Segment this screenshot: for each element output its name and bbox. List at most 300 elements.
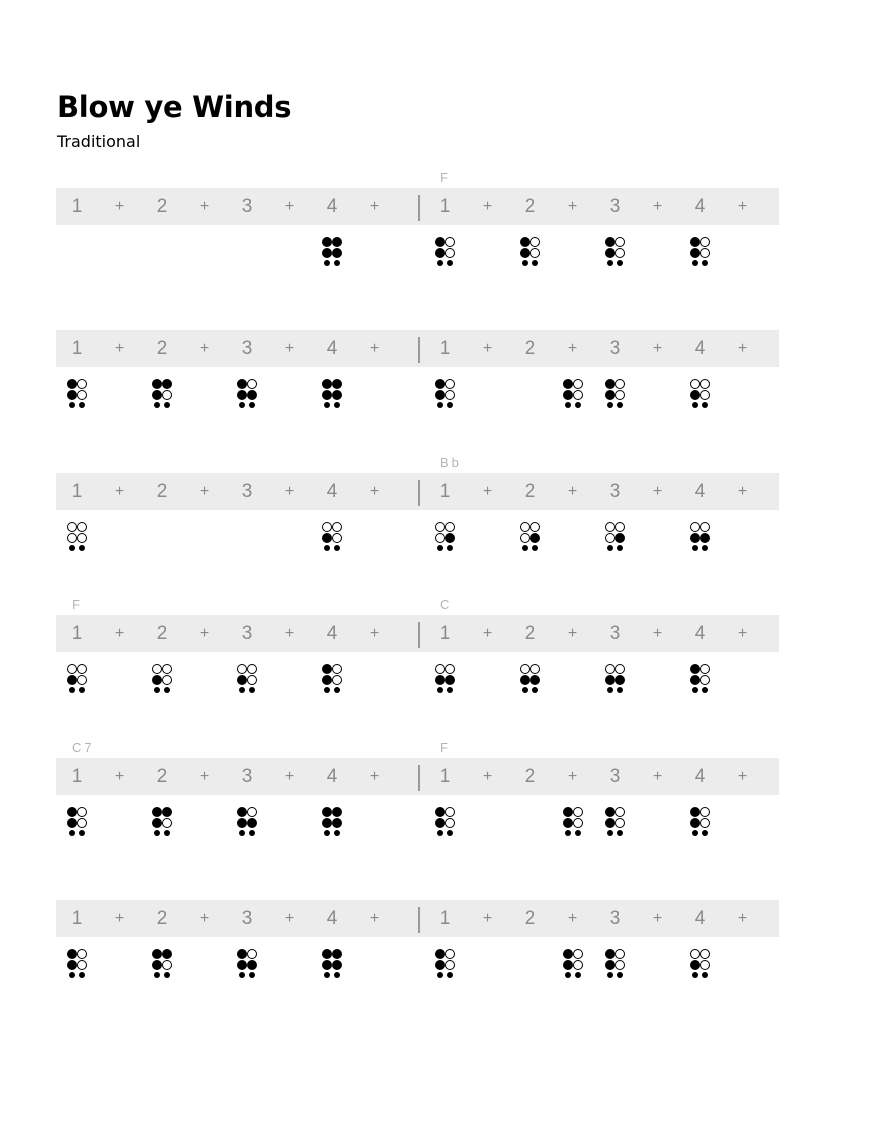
hole-closed xyxy=(690,675,700,685)
foot-hole xyxy=(607,545,613,551)
hole-closed xyxy=(332,390,342,400)
hole-diagram xyxy=(235,948,259,979)
hole-open xyxy=(605,664,615,674)
hole-open xyxy=(247,807,257,817)
hole-open xyxy=(152,664,162,674)
hole-closed xyxy=(445,675,455,685)
foot-hole xyxy=(334,545,340,551)
foot-hole xyxy=(437,972,443,978)
beat-label: + xyxy=(652,198,663,215)
beat-label: + xyxy=(567,767,578,785)
beat-label: 1 xyxy=(71,908,83,929)
hole-open xyxy=(573,818,583,828)
beat-label: + xyxy=(284,340,295,358)
beat-label: 3 xyxy=(609,765,621,787)
foot-hole xyxy=(249,972,255,978)
hole-closed xyxy=(563,949,573,959)
hole-open xyxy=(573,807,583,817)
hole-closed xyxy=(690,237,700,247)
hole-closed xyxy=(152,675,162,685)
foot-hole xyxy=(447,972,453,978)
hole-open xyxy=(445,390,455,400)
foot-hole xyxy=(69,545,75,551)
foot-hole xyxy=(79,972,85,978)
hole-diagram xyxy=(65,521,89,552)
foot-hole xyxy=(334,972,340,978)
hole-open xyxy=(435,664,445,674)
beat-label: 3 xyxy=(241,765,253,787)
hole-open xyxy=(700,949,710,959)
hole-open xyxy=(520,522,530,532)
beat-label: + xyxy=(737,910,748,927)
beat-label: 1 xyxy=(439,908,451,929)
hole-open xyxy=(332,664,342,674)
foot-hole xyxy=(565,830,571,836)
foot-hole xyxy=(79,830,85,836)
hole-closed xyxy=(615,533,625,543)
hole-closed xyxy=(690,390,700,400)
hole-open xyxy=(530,664,540,674)
hole-open xyxy=(322,522,332,532)
foot-hole xyxy=(324,830,330,836)
foot-hole xyxy=(565,402,571,408)
beat-label: + xyxy=(114,625,125,643)
hole-diagram xyxy=(518,663,542,694)
barline xyxy=(418,622,420,648)
tab-system xyxy=(56,882,779,1002)
hole-closed xyxy=(322,390,332,400)
beat-label: 3 xyxy=(609,480,621,502)
foot-hole xyxy=(437,687,443,693)
hole-closed xyxy=(435,379,445,389)
foot-hole xyxy=(154,830,160,836)
beat-label: + xyxy=(114,910,125,927)
hole-closed xyxy=(700,533,710,543)
hole-closed xyxy=(247,960,257,970)
beat-label: + xyxy=(284,625,295,643)
foot-hole xyxy=(324,687,330,693)
beat-label: + xyxy=(482,482,493,500)
hole-closed xyxy=(605,807,615,817)
foot-hole xyxy=(324,402,330,408)
hole-diagram xyxy=(235,663,259,694)
beat-label: + xyxy=(284,198,295,215)
beat-label: 2 xyxy=(524,908,536,929)
foot-hole xyxy=(79,687,85,693)
hole-open xyxy=(700,522,710,532)
hole-open xyxy=(530,237,540,247)
hole-open xyxy=(520,664,530,674)
hole-closed xyxy=(690,664,700,674)
hole-diagram xyxy=(150,663,174,694)
hole-open xyxy=(615,248,625,258)
chord-symbol: F xyxy=(72,597,83,613)
beat-label: + xyxy=(737,340,748,358)
hole-open xyxy=(690,949,700,959)
hole-open xyxy=(67,522,77,532)
hole-open xyxy=(445,664,455,674)
foot-hole xyxy=(692,830,698,836)
hole-open xyxy=(700,960,710,970)
hole-open xyxy=(700,818,710,828)
hole-diagram xyxy=(150,948,174,979)
hole-open xyxy=(573,949,583,959)
beat-label: 3 xyxy=(609,338,621,360)
chord-symbol: F xyxy=(440,170,451,185)
beat-label: + xyxy=(567,910,578,927)
foot-hole xyxy=(334,402,340,408)
beat-label: 3 xyxy=(241,480,253,502)
foot-hole xyxy=(447,830,453,836)
beat-label: + xyxy=(482,340,493,358)
hole-closed xyxy=(152,379,162,389)
beat-label: 2 xyxy=(156,338,168,360)
foot-hole xyxy=(607,402,613,408)
barline xyxy=(418,480,420,506)
beat-label: + xyxy=(737,198,748,215)
beat-label: 1 xyxy=(71,338,83,360)
hole-diagram xyxy=(603,521,627,552)
foot-hole xyxy=(532,260,538,266)
foot-hole xyxy=(692,972,698,978)
beat-label: 1 xyxy=(439,765,451,787)
hole-diagram xyxy=(561,378,585,409)
foot-hole xyxy=(607,830,613,836)
hole-diagram xyxy=(603,948,627,979)
hole-diagram xyxy=(433,948,457,979)
hole-closed xyxy=(67,379,77,389)
hole-closed xyxy=(435,390,445,400)
hole-closed xyxy=(332,237,342,247)
foot-hole xyxy=(617,260,623,266)
hole-closed xyxy=(605,818,615,828)
beat-label: 2 xyxy=(156,765,168,787)
chord-symbol: C7 xyxy=(72,739,95,755)
hole-diagram xyxy=(561,806,585,837)
foot-hole xyxy=(617,402,623,408)
hole-diagram xyxy=(603,806,627,837)
hole-open xyxy=(605,533,615,543)
hole-closed xyxy=(605,237,615,247)
hole-closed xyxy=(435,807,445,817)
foot-hole xyxy=(692,687,698,693)
hole-open xyxy=(445,960,455,970)
hole-diagram xyxy=(320,236,344,267)
hole-diagram xyxy=(688,378,712,409)
hole-diagram xyxy=(65,806,89,837)
hole-closed xyxy=(563,960,573,970)
foot-hole xyxy=(69,402,75,408)
beat-label: 3 xyxy=(241,338,253,360)
hole-diagram xyxy=(433,236,457,267)
hole-closed xyxy=(322,807,332,817)
foot-hole xyxy=(79,402,85,408)
hole-open xyxy=(700,664,710,674)
foot-hole xyxy=(79,545,85,551)
barline xyxy=(418,337,420,363)
beat-label: + xyxy=(114,340,125,358)
hole-open xyxy=(700,237,710,247)
foot-hole xyxy=(702,972,708,978)
beat-label: + xyxy=(369,910,380,927)
hole-diagram xyxy=(433,378,457,409)
beat-label: 4 xyxy=(694,908,706,929)
hole-diagram xyxy=(235,378,259,409)
foot-hole xyxy=(239,972,245,978)
hole-closed xyxy=(615,675,625,685)
hole-closed xyxy=(152,807,162,817)
barline xyxy=(418,765,420,791)
beat-label: 4 xyxy=(326,338,338,360)
foot-hole xyxy=(334,830,340,836)
hole-open xyxy=(573,390,583,400)
hole-closed xyxy=(605,949,615,959)
hole-closed xyxy=(67,675,77,685)
hole-open xyxy=(445,248,455,258)
beat-label: + xyxy=(567,482,578,500)
hole-diagram xyxy=(688,663,712,694)
hole-open xyxy=(77,664,87,674)
hole-open xyxy=(77,379,87,389)
hole-closed xyxy=(435,675,445,685)
foot-hole xyxy=(239,402,245,408)
beat-label: + xyxy=(737,767,748,785)
hole-closed xyxy=(332,960,342,970)
beat-label: 1 xyxy=(439,623,451,645)
hole-closed xyxy=(152,949,162,959)
foot-hole xyxy=(324,972,330,978)
hole-open xyxy=(435,533,445,543)
hole-diagram xyxy=(603,236,627,267)
beat-label: 2 xyxy=(524,196,536,217)
foot-hole xyxy=(702,830,708,836)
foot-hole xyxy=(702,260,708,266)
hole-diagram xyxy=(433,663,457,694)
beat-label: 3 xyxy=(241,908,253,929)
beat-label: 4 xyxy=(326,196,338,217)
hole-open xyxy=(530,248,540,258)
hole-closed xyxy=(605,379,615,389)
foot-hole xyxy=(607,687,613,693)
beat-label: + xyxy=(482,910,493,927)
hole-open xyxy=(615,818,625,828)
hole-closed xyxy=(690,807,700,817)
hole-closed xyxy=(332,818,342,828)
beat-label: + xyxy=(482,198,493,215)
foot-hole xyxy=(69,972,75,978)
beat-label: 2 xyxy=(524,623,536,645)
hole-open xyxy=(615,379,625,389)
beat-label: 2 xyxy=(524,765,536,787)
hole-closed xyxy=(605,960,615,970)
foot-hole xyxy=(532,545,538,551)
beat-label: + xyxy=(369,340,380,358)
hole-closed xyxy=(605,248,615,258)
foot-hole xyxy=(239,830,245,836)
foot-hole xyxy=(154,972,160,978)
foot-hole xyxy=(437,545,443,551)
beat-label: 4 xyxy=(694,765,706,787)
hole-diagram xyxy=(320,378,344,409)
song-composer: Traditional xyxy=(57,132,141,151)
hole-diagram xyxy=(65,948,89,979)
chord-symbol: F xyxy=(440,739,451,755)
hole-open xyxy=(67,664,77,674)
hole-diagram xyxy=(65,663,89,694)
beat-label: + xyxy=(652,482,663,500)
beat-label: 2 xyxy=(524,338,536,360)
beat-label: 4 xyxy=(694,623,706,645)
hole-diagram xyxy=(561,948,585,979)
foot-hole xyxy=(164,402,170,408)
beat-label: + xyxy=(199,198,210,215)
hole-closed xyxy=(152,390,162,400)
hole-open xyxy=(605,522,615,532)
hole-diagram xyxy=(603,378,627,409)
hole-open xyxy=(77,390,87,400)
foot-hole xyxy=(447,402,453,408)
hole-open xyxy=(162,390,172,400)
hole-open xyxy=(690,379,700,389)
hole-open xyxy=(445,237,455,247)
beat-label: + xyxy=(199,482,210,500)
chord-symbol: C xyxy=(440,597,453,613)
hole-diagram xyxy=(688,806,712,837)
hole-closed xyxy=(322,237,332,247)
hole-open xyxy=(247,664,257,674)
hole-closed xyxy=(162,949,172,959)
beat-label: + xyxy=(652,910,663,927)
hole-closed xyxy=(162,807,172,817)
foot-hole xyxy=(692,402,698,408)
hole-diagram xyxy=(320,521,344,552)
hole-open xyxy=(67,533,77,543)
hole-open xyxy=(435,522,445,532)
barline xyxy=(418,195,420,221)
foot-hole xyxy=(575,972,581,978)
beat-label: 4 xyxy=(694,480,706,502)
foot-hole xyxy=(692,260,698,266)
beat-label: + xyxy=(114,198,125,215)
hole-closed xyxy=(563,379,573,389)
hole-diagram xyxy=(688,236,712,267)
beat-label: + xyxy=(284,482,295,500)
hole-closed xyxy=(322,960,332,970)
foot-hole xyxy=(164,972,170,978)
hole-open xyxy=(445,522,455,532)
hole-open xyxy=(615,960,625,970)
foot-hole xyxy=(69,687,75,693)
hole-open xyxy=(77,522,87,532)
beat-label: + xyxy=(284,910,295,927)
beat-label: 2 xyxy=(156,908,168,929)
beat-label: 1 xyxy=(439,338,451,360)
hole-closed xyxy=(322,664,332,674)
beat-label: + xyxy=(369,198,380,215)
foot-hole xyxy=(522,545,528,551)
foot-hole xyxy=(447,687,453,693)
hole-closed xyxy=(690,248,700,258)
hole-diagram xyxy=(518,521,542,552)
beat-label: 1 xyxy=(439,480,451,502)
foot-hole xyxy=(522,260,528,266)
hole-open xyxy=(445,379,455,389)
hole-open xyxy=(520,533,530,543)
hole-open xyxy=(162,664,172,674)
hole-open xyxy=(690,522,700,532)
hole-open xyxy=(573,379,583,389)
tab-system xyxy=(56,740,779,860)
foot-hole xyxy=(702,687,708,693)
hole-closed xyxy=(690,818,700,828)
hole-diagram xyxy=(688,521,712,552)
hole-closed xyxy=(332,807,342,817)
hole-closed xyxy=(237,379,247,389)
hole-open xyxy=(162,818,172,828)
beat-label: + xyxy=(652,767,663,785)
tab-system xyxy=(56,455,779,575)
foot-hole xyxy=(692,545,698,551)
hole-closed xyxy=(237,675,247,685)
hole-open xyxy=(77,949,87,959)
foot-hole xyxy=(154,687,160,693)
hole-closed xyxy=(605,390,615,400)
hole-closed xyxy=(322,675,332,685)
hole-closed xyxy=(67,960,77,970)
beat-label: + xyxy=(284,767,295,785)
foot-hole xyxy=(437,260,443,266)
hole-diagram xyxy=(433,806,457,837)
beat-label: 3 xyxy=(609,623,621,645)
foot-hole xyxy=(607,260,613,266)
hole-open xyxy=(162,960,172,970)
song-title: Blow ye Winds xyxy=(57,90,292,124)
hole-diagram xyxy=(518,236,542,267)
foot-hole xyxy=(617,972,623,978)
hole-open xyxy=(247,379,257,389)
hole-closed xyxy=(690,960,700,970)
beat-label: 3 xyxy=(241,196,253,217)
chord-symbol: Bb xyxy=(440,454,462,470)
hole-open xyxy=(700,675,710,685)
foot-hole xyxy=(164,687,170,693)
beat-label: + xyxy=(199,767,210,785)
hole-closed xyxy=(237,818,247,828)
hole-open xyxy=(615,949,625,959)
hole-closed xyxy=(67,818,77,828)
foot-hole xyxy=(154,402,160,408)
hole-open xyxy=(332,522,342,532)
hole-open xyxy=(700,248,710,258)
hole-open xyxy=(445,949,455,959)
beat-label: + xyxy=(114,482,125,500)
hole-closed xyxy=(237,807,247,817)
tab-system xyxy=(56,170,779,290)
beat-label: + xyxy=(567,198,578,215)
beat-label: + xyxy=(369,625,380,643)
hole-open xyxy=(77,818,87,828)
foot-hole xyxy=(565,972,571,978)
hole-open xyxy=(700,379,710,389)
hole-open xyxy=(77,807,87,817)
hole-open xyxy=(615,664,625,674)
beat-label: 1 xyxy=(71,196,83,217)
hole-open xyxy=(445,807,455,817)
beat-label: + xyxy=(482,767,493,785)
hole-closed xyxy=(322,248,332,258)
hole-closed xyxy=(435,237,445,247)
beat-label: 1 xyxy=(71,765,83,787)
